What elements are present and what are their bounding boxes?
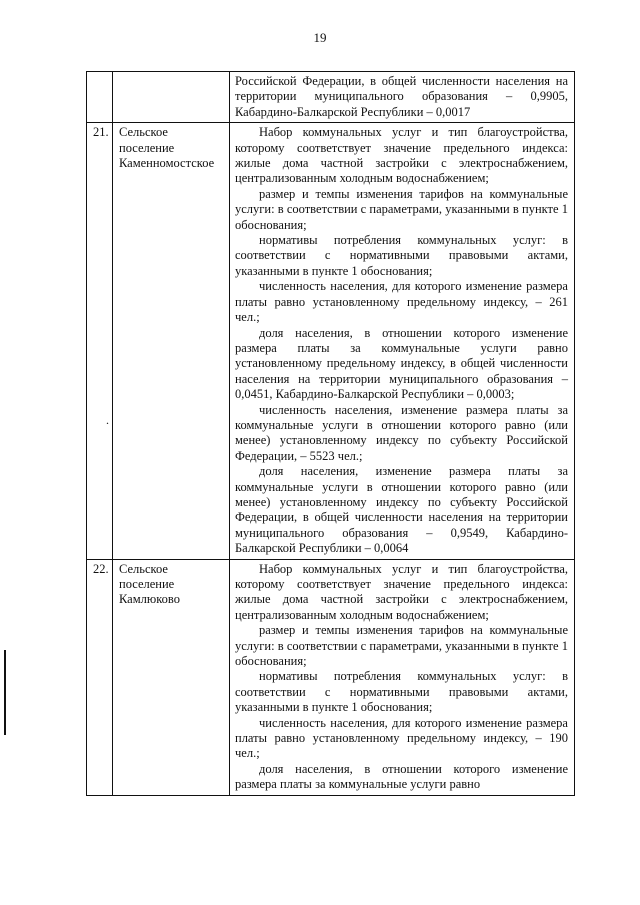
justification-paragraph: нормативы потребления коммунальных услуг: в соответствии с нормативными правовыми актами, указанными в пункте 1 обоснования; [235,669,568,715]
justification-paragraph: Российской Федерации, в общей численности населения на территории муниципального образования – 0,9905, Кабардино-Балкарской Республики – 0,0017 [235,74,568,119]
justification-paragraph: численность населения, для которого изменение размера платы равно установленному предельному индексу, – 190 чел.; [235,715,568,761]
row-number-cell [87,72,113,123]
justification-paragraph: нормативы потребления коммунальных услуг: в соответствии с нормативными правовыми актами, указанными в пункте 1 обоснования; [235,233,568,278]
justification-paragraph: доля населения, в отношении которого изменение размера платы за коммунальные услуги равно [235,761,568,792]
page-number: 19 [313,30,327,45]
municipality-name-cell: Сельское поселение Каменномостское [113,123,230,559]
justification-paragraph: доля населения, в отношении которого изменение размера платы за коммунальные услуги равно установленному предельному индексу, в общей численности населения на территории муниципального образования – 0,0451, Кабардино-Балкарской Республики – 0,0003; [235,325,568,402]
justification-paragraph: Набор коммунальных услуг и тип благоустройства, которому соответствует значение предельного индекса: жилые дома частной застройки с электроснабжением, централизованным холодным водоснабжением; [235,125,568,186]
table-row [87,559,575,795]
justification-paragraph: размер и темпы изменения тарифов на коммунальные услуги: в соответствии с параметрами, указанными в пункте 1 обоснования; [235,186,568,232]
municipality-name-cell: Сельское поселение Камлюково [113,559,230,795]
justification-cell [230,559,575,795]
margin-scan-mark [4,650,6,735]
row-number-cell: 22. [87,559,113,795]
justification-paragraph: размер и темпы изменения тарифов на коммунальные услуги: в соответствии с параметрами, указанными в пункте 1 обоснования; [235,623,568,669]
justification-paragraph: численность населения, для которого изменение размера платы равно установленному предельному индексу, – 261 чел.; [235,279,568,325]
table-body [87,72,575,796]
justification-paragraph: численность населения, изменение размера платы за коммунальные услуги в отношении которого равно (или менее) установленному индексу по субъекту Российской Федерации, – 5523 чел.; [235,402,568,463]
scan-speck: . [106,413,109,427]
justification-table [86,71,575,796]
municipality-name-cell [113,72,230,123]
justification-cell [230,72,575,123]
justification-paragraph: доля населения, изменение размера платы за коммунальные услуги в отношении которого равно (или менее) установленному индексу по субъекту Российской Федерации, в общей численности населения на территории муниципального образования – 0,9549, Кабардино-Балкарской Республики – 0,0064 [235,464,568,556]
justification-cell [230,123,575,559]
justification-paragraph: Набор коммунальных услуг и тип благоустройства, которому соответствует значение предельного индекса: жилые дома частной застройки с электроснабжением, централизованным холодным водоснабжением; [235,561,568,622]
row-number-cell: 21. [87,123,113,559]
table-row [87,72,575,123]
table-row [87,123,575,559]
